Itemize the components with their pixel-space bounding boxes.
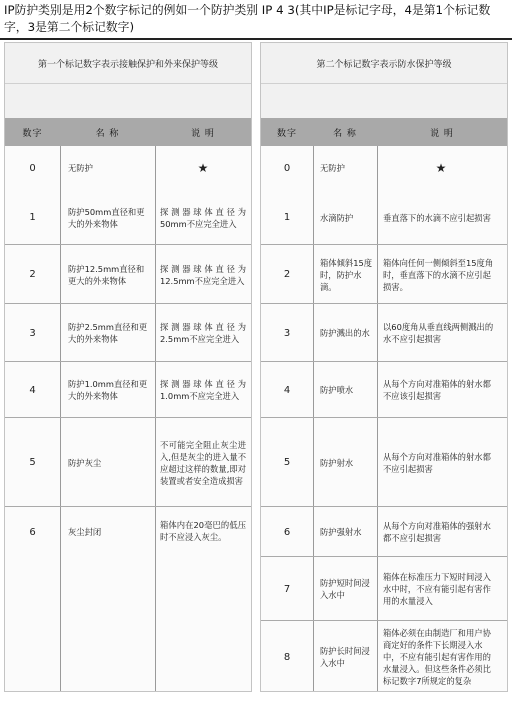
table-row xyxy=(5,146,251,190)
row-name: 无防护 xyxy=(320,163,345,173)
row-description: 箱体在标准压力下短时间浸入水中时，不应有能引起有害作用的水量浸入 xyxy=(383,572,491,606)
table-row xyxy=(261,245,507,304)
table-row xyxy=(261,304,507,362)
table-row xyxy=(261,190,507,245)
contact-table-header xyxy=(5,118,251,146)
row-number: 5 xyxy=(29,457,36,468)
row-description: 从每个方向对准箱体的强射水都不应引起损害 xyxy=(383,521,491,543)
row-description: 箱体必须在由制造厂和用户协商定好的条件下长期浸入水中，不应有能引起有害作用的水量浸入。但这些条件必须比标记数字7所规定的复杂 xyxy=(383,628,491,686)
row-number: 3 xyxy=(283,327,291,339)
row-number: 0 xyxy=(283,162,291,174)
water-protection-panel xyxy=(260,42,508,692)
row-name: 防护射水 xyxy=(320,457,354,468)
row-name: 防护50mm直径和更大的外来物体 xyxy=(68,206,145,229)
row-description: 从每个方向对准箱体的射水都不应引起损害 xyxy=(383,451,491,474)
table-row xyxy=(261,146,507,190)
row-number: 0 xyxy=(29,162,36,174)
row-number: 1 xyxy=(283,212,291,223)
row-description: 探测器球体直径为2.5mm不应完全进入 xyxy=(160,322,246,344)
table-row xyxy=(261,621,507,693)
row-name: 防护2.5mm直径和更大的外来物体 xyxy=(68,322,148,344)
contact-protection-panel xyxy=(4,42,252,692)
table-row xyxy=(5,245,251,304)
row-number: 4 xyxy=(29,384,36,396)
row-name: 灰尘封闭 xyxy=(68,527,102,537)
table-row xyxy=(5,507,251,557)
water-table-header xyxy=(261,118,507,146)
row-number: 6 xyxy=(29,526,36,538)
row-name: 水滴防护 xyxy=(320,212,354,223)
table-row xyxy=(261,507,507,557)
contact-table-body xyxy=(5,146,251,691)
row-description: 箱体内在20毫巴的低压时不应浸入灰尘。 xyxy=(160,520,246,542)
row-number: 8 xyxy=(283,651,291,663)
page-title: IP防护类别是用2个数字标记的例如一个防护类别 IP 4 3(其中IP是标记字母，4是第1个标记数字，3是第二个标记数字) xyxy=(4,3,491,34)
col-header-description: 说 明 xyxy=(191,128,215,139)
row-name: 防护喷水 xyxy=(320,385,354,395)
col-header-number: 数字 xyxy=(276,128,297,139)
row-number: 2 xyxy=(29,269,36,280)
table-row xyxy=(261,418,507,507)
row-name: 防护长时间浸入水中 xyxy=(320,646,370,668)
table-row xyxy=(261,362,507,418)
row-number: 5 xyxy=(283,457,291,468)
row-name: 防护灰尘 xyxy=(68,457,102,468)
row-name: 防护溅出的水 xyxy=(320,328,370,338)
row-description: 箱体向任何一侧倾斜至15度角时，垂直落下的水滴不应引起损害。 xyxy=(383,257,494,292)
row-name: 无防护 xyxy=(68,163,93,173)
row-description: 探测器球体直径为50mm不应完全进入 xyxy=(160,206,246,229)
row-description: 以60度角从垂直线两侧溅出的水不应引起损害 xyxy=(383,322,494,344)
row-number: 2 xyxy=(283,269,291,280)
row-description: 垂直落下的水滴不应引起损害 xyxy=(383,212,491,223)
title-divider xyxy=(0,38,512,40)
col-header-name: 名 称 xyxy=(333,128,357,139)
water-protection-heading: 第二个标记数字表示防水保护等级 xyxy=(261,43,507,84)
row-name: 箱体倾斜15度时，防护水滴。 xyxy=(320,257,373,292)
row-number: 3 xyxy=(29,327,36,339)
table-row xyxy=(5,190,251,245)
row-description: 从每个方向对准箱体的射水都不应该引起损害 xyxy=(383,379,491,401)
row-description: ★ xyxy=(435,161,447,175)
water-table-body xyxy=(261,146,507,691)
table-row xyxy=(5,418,251,507)
row-name: 防护1.0mm直径和更大的外来物体 xyxy=(68,379,148,401)
row-number: 1 xyxy=(29,212,36,223)
table-row xyxy=(5,304,251,362)
row-number: 6 xyxy=(283,526,291,538)
row-description: ★ xyxy=(197,161,209,175)
row-name: 防护强射水 xyxy=(320,527,362,537)
row-name: 防护12.5mm直径和更大的外来物体 xyxy=(68,263,145,286)
row-name: 防护短时间浸入水中 xyxy=(320,578,370,600)
col-header-number: 数字 xyxy=(22,128,43,139)
row-number: 4 xyxy=(283,384,291,396)
table-row xyxy=(261,557,507,621)
col-header-description: 说 明 xyxy=(430,128,454,139)
col-header-name: 名 称 xyxy=(95,128,120,139)
row-number: 7 xyxy=(283,583,291,595)
table-row xyxy=(5,362,251,418)
row-description: 探测器球体直径为12.5mm不应完全进入 xyxy=(160,263,246,286)
row-description: 探测器球体直径为1.0mm不应完全进入 xyxy=(160,379,246,401)
contact-protection-heading: 第一个标记数字表示接触保护和外来保护等级 xyxy=(5,43,251,84)
row-description: 不可能完全阻止灰尘进入,但是灰尘的进入量不应超过这样的数量,即对装置或者安全造成损害 xyxy=(160,439,246,486)
